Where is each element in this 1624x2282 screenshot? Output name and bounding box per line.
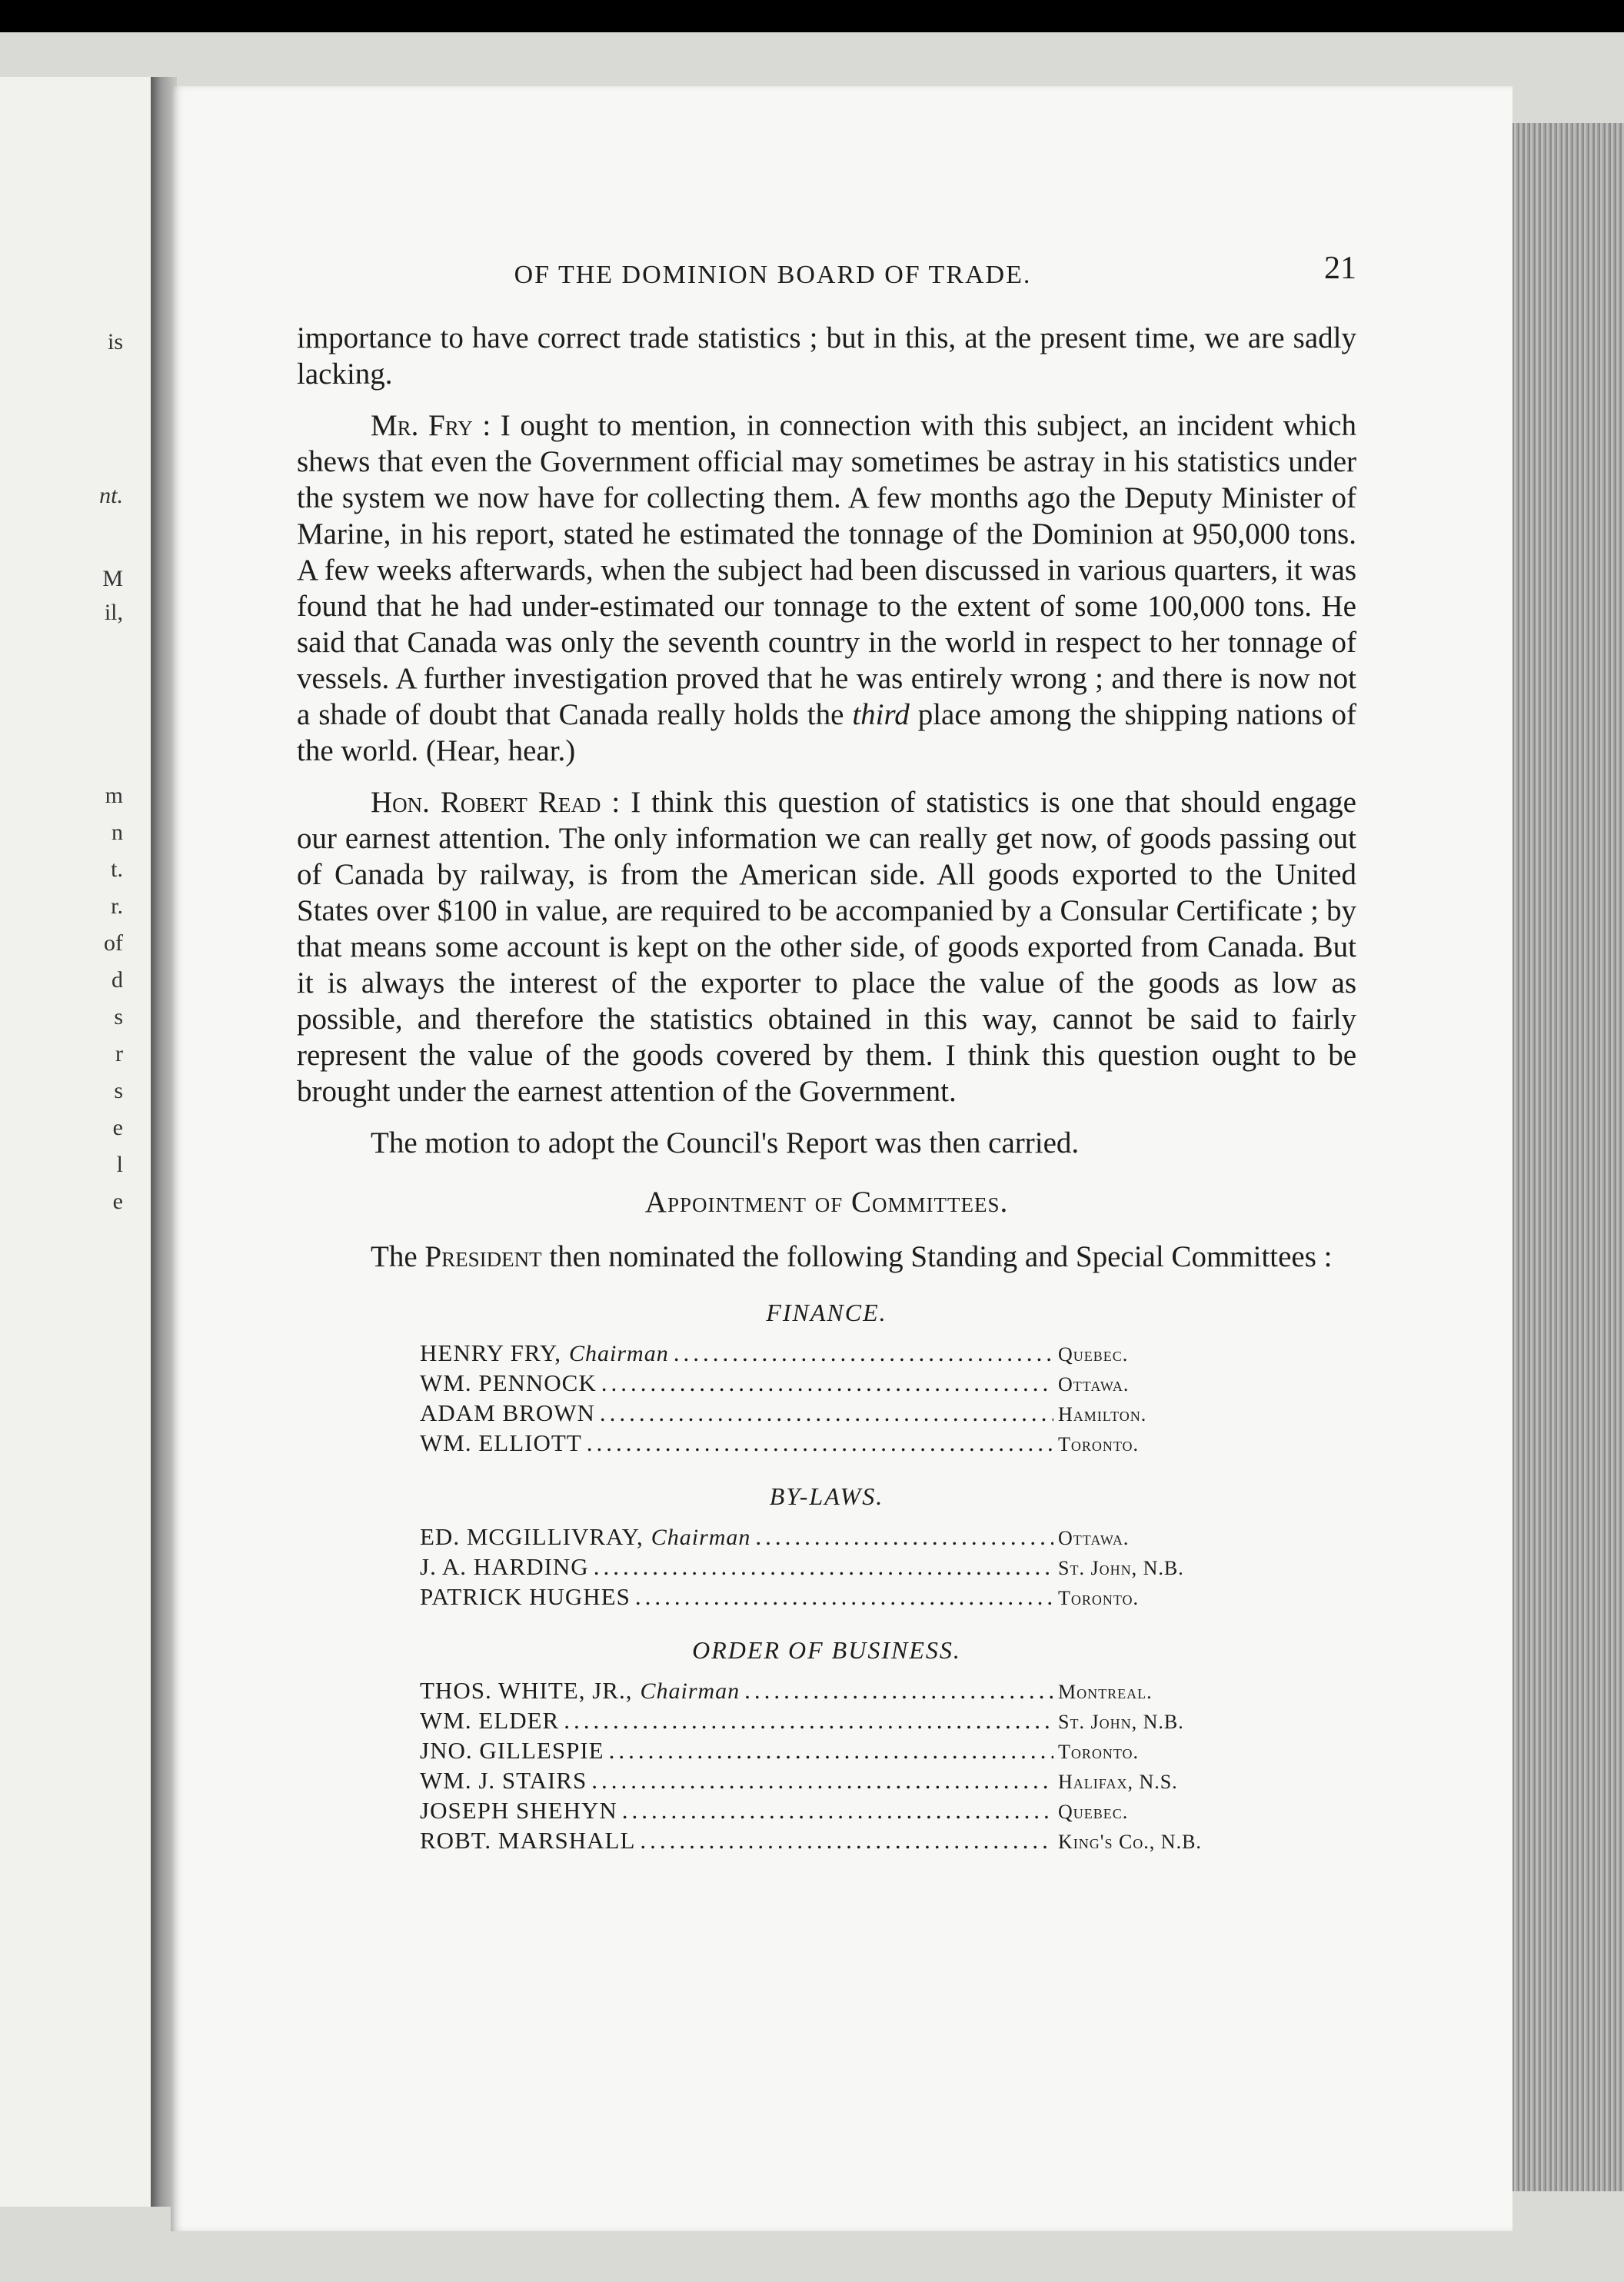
paragraph-motion: The motion to adopt the Council's Report was then carried.	[371, 1126, 1080, 1159]
left-page-fragment: n	[111, 820, 123, 845]
paragraph-continuation: importance to have correct trade statistics ; but in this, at the present time, we are sadly lacking.	[297, 321, 1356, 391]
member-place: Toronto.	[1058, 1587, 1140, 1609]
committee-member-row	[420, 1429, 1266, 1459]
page-number: 21	[1324, 251, 1356, 286]
member-place: Quebec.	[1058, 1343, 1129, 1366]
left-page-fragment: e	[112, 1115, 123, 1140]
left-page-fragment: t.	[111, 857, 123, 882]
dot-leader	[594, 1552, 1053, 1581]
member-name: THOS. WHITE, JR.,	[420, 1677, 633, 1704]
paragraph-read	[297, 784, 1356, 1109]
paragraph-text: then nominated the following Standing and Special Committees :	[549, 1240, 1333, 1273]
member-place: Hamilton.	[1058, 1403, 1147, 1425]
paragraph-text: place among the shipping nations of the world. (Hear, hear.)	[297, 698, 1356, 767]
member-name: ADAM BROWN	[420, 1399, 595, 1426]
member-place: St. John, N.B.	[1058, 1557, 1184, 1579]
left-page-fragment: of	[104, 930, 123, 956]
committee-member-row	[420, 1796, 1266, 1826]
committee-member-row	[420, 1369, 1266, 1399]
dot-leader	[600, 1399, 1053, 1427]
page-edge-texture	[1513, 123, 1624, 2191]
section-heading: Appointment of Committees.	[644, 1186, 1009, 1219]
running-title: OF THE DOMINION BOARD OF TRADE.	[514, 261, 1032, 289]
dot-leader	[755, 1522, 1053, 1551]
member-place: St. John, N.B.	[1058, 1711, 1184, 1733]
left-page-fragment: r.	[111, 893, 123, 919]
left-page-fragment: M	[102, 566, 123, 591]
scan-top-border	[0, 0, 1624, 32]
member-place: Toronto.	[1058, 1433, 1140, 1455]
left-page-fragment: is	[107, 329, 123, 354]
paragraph-nomination	[297, 1239, 1356, 1275]
member-role: Chairman	[640, 1678, 740, 1704]
member-role: Chairman	[569, 1341, 669, 1366]
paragraph-text: I think this question of statistics is one that should engage our earnest attention. The only information we can really get now, of goods passing out of Canada by railway, is from the American side. All goods exported to the United States over $100 in value, are required to be accompanied by a Consular Certificate ; by that means some account is kept on the other side, of goods exported from Canada. But it is always the interest of the exporter to place the value of the goods as low as possible, and therefore the statistics obtained in this way, cannot be said to fairly represent the value of the goods covered by them. I think this question ought to be brought under the earnest attention of the Government.	[297, 786, 1356, 1108]
member-place: Quebec.	[1058, 1801, 1129, 1823]
committee-member-row	[420, 1582, 1266, 1612]
member-place: King's Co., N.B.	[1058, 1831, 1202, 1853]
left-page-fragment: s	[114, 1004, 123, 1030]
dot-leader	[640, 1826, 1053, 1855]
dot-leader	[609, 1736, 1053, 1765]
committee-member-row	[420, 1766, 1266, 1796]
member-name: WM. ELDER	[420, 1707, 560, 1734]
left-page-edge	[0, 77, 153, 2207]
dot-leader	[622, 1796, 1053, 1825]
committee-member-row	[420, 1826, 1266, 1856]
left-page-fragment: m	[105, 783, 123, 808]
member-name: ED. MCGILLIVRAY,	[420, 1523, 644, 1550]
member-place: Halifax, N.S.	[1058, 1771, 1178, 1793]
committee-member-row	[420, 1706, 1266, 1736]
member-name: JNO. GILLESPIE	[420, 1737, 604, 1764]
member-name: PATRICK HUGHES	[420, 1583, 631, 1610]
paragraph-text: The	[371, 1240, 418, 1273]
speaker-name: Mr. Fry :	[371, 409, 491, 442]
committee-list	[297, 1295, 1356, 1856]
member-name: WM. PENNOCK	[420, 1369, 597, 1396]
dot-leader	[674, 1339, 1053, 1367]
committee-member-row	[420, 1552, 1266, 1582]
committee-title: FINANCE.	[766, 1299, 887, 1326]
emphasis-text: third	[852, 698, 910, 731]
member-name: J. A. HARDING	[420, 1553, 589, 1580]
dot-leader	[587, 1429, 1053, 1457]
left-page-fragment: e	[112, 1189, 123, 1214]
committee-title: ORDER OF BUSINESS.	[692, 1636, 961, 1664]
left-page-fragment: l	[116, 1152, 123, 1177]
left-page-fragment: d	[111, 967, 123, 993]
left-page-fragment: nt.	[99, 483, 123, 508]
member-place: Ottawa.	[1058, 1527, 1130, 1549]
left-page-fragment: r	[115, 1041, 123, 1066]
paragraph-text: I ought to mention, in connection with this subject, an incident which shews that even the Government official may sometimes be astray in his statistics under the system we now have for collecting them. A few months ago the Deputy Minister of Marine, in his report, stated he estimated the tonnage of the Dominion at 950,000 tons. A few weeks afterwards, when the subject had been discussed in various quarters, it was found that he had under-estimated our tonnage to the extent of some 100,000 tons. He said that Canada was only the seventh country in the world in respect to her tonnage of vessels. A further investigation proved that he was entirely wrong ; and there is now not a shade of doubt that Canada really holds the	[297, 409, 1357, 731]
page-text	[297, 251, 1356, 1856]
member-role: Chairman	[651, 1525, 751, 1550]
dot-leader	[564, 1706, 1053, 1735]
member-name: WM. J. STAIRS	[420, 1767, 587, 1794]
dot-leader	[591, 1766, 1053, 1795]
member-name: WM. ELLIOTT	[420, 1429, 582, 1456]
left-page-fragment: il,	[104, 600, 123, 625]
committee-member-row	[420, 1339, 1266, 1369]
committee-title: BY-LAWS.	[769, 1482, 884, 1510]
committee-member-row	[420, 1399, 1266, 1429]
member-name: HENRY FRY,	[420, 1339, 562, 1366]
dot-leader	[744, 1676, 1053, 1705]
paragraph-fry	[297, 408, 1356, 769]
member-place: Ottawa.	[1058, 1373, 1130, 1395]
committee-member-row	[420, 1522, 1266, 1552]
left-page-fragment: s	[114, 1078, 123, 1103]
committee-member-row	[420, 1676, 1266, 1706]
speaker-name: Hon. Robert Read :	[371, 786, 621, 819]
member-place: Montreal.	[1058, 1681, 1153, 1703]
president-label: President	[424, 1240, 542, 1273]
member-name: JOSEPH SHEHYN	[420, 1797, 617, 1824]
committee-member-row	[420, 1736, 1266, 1766]
member-place: Toronto.	[1058, 1741, 1140, 1763]
dot-leader	[635, 1582, 1053, 1611]
dot-leader	[601, 1369, 1053, 1397]
running-header	[297, 251, 1356, 320]
member-name: ROBT. MARSHALL	[420, 1827, 636, 1854]
